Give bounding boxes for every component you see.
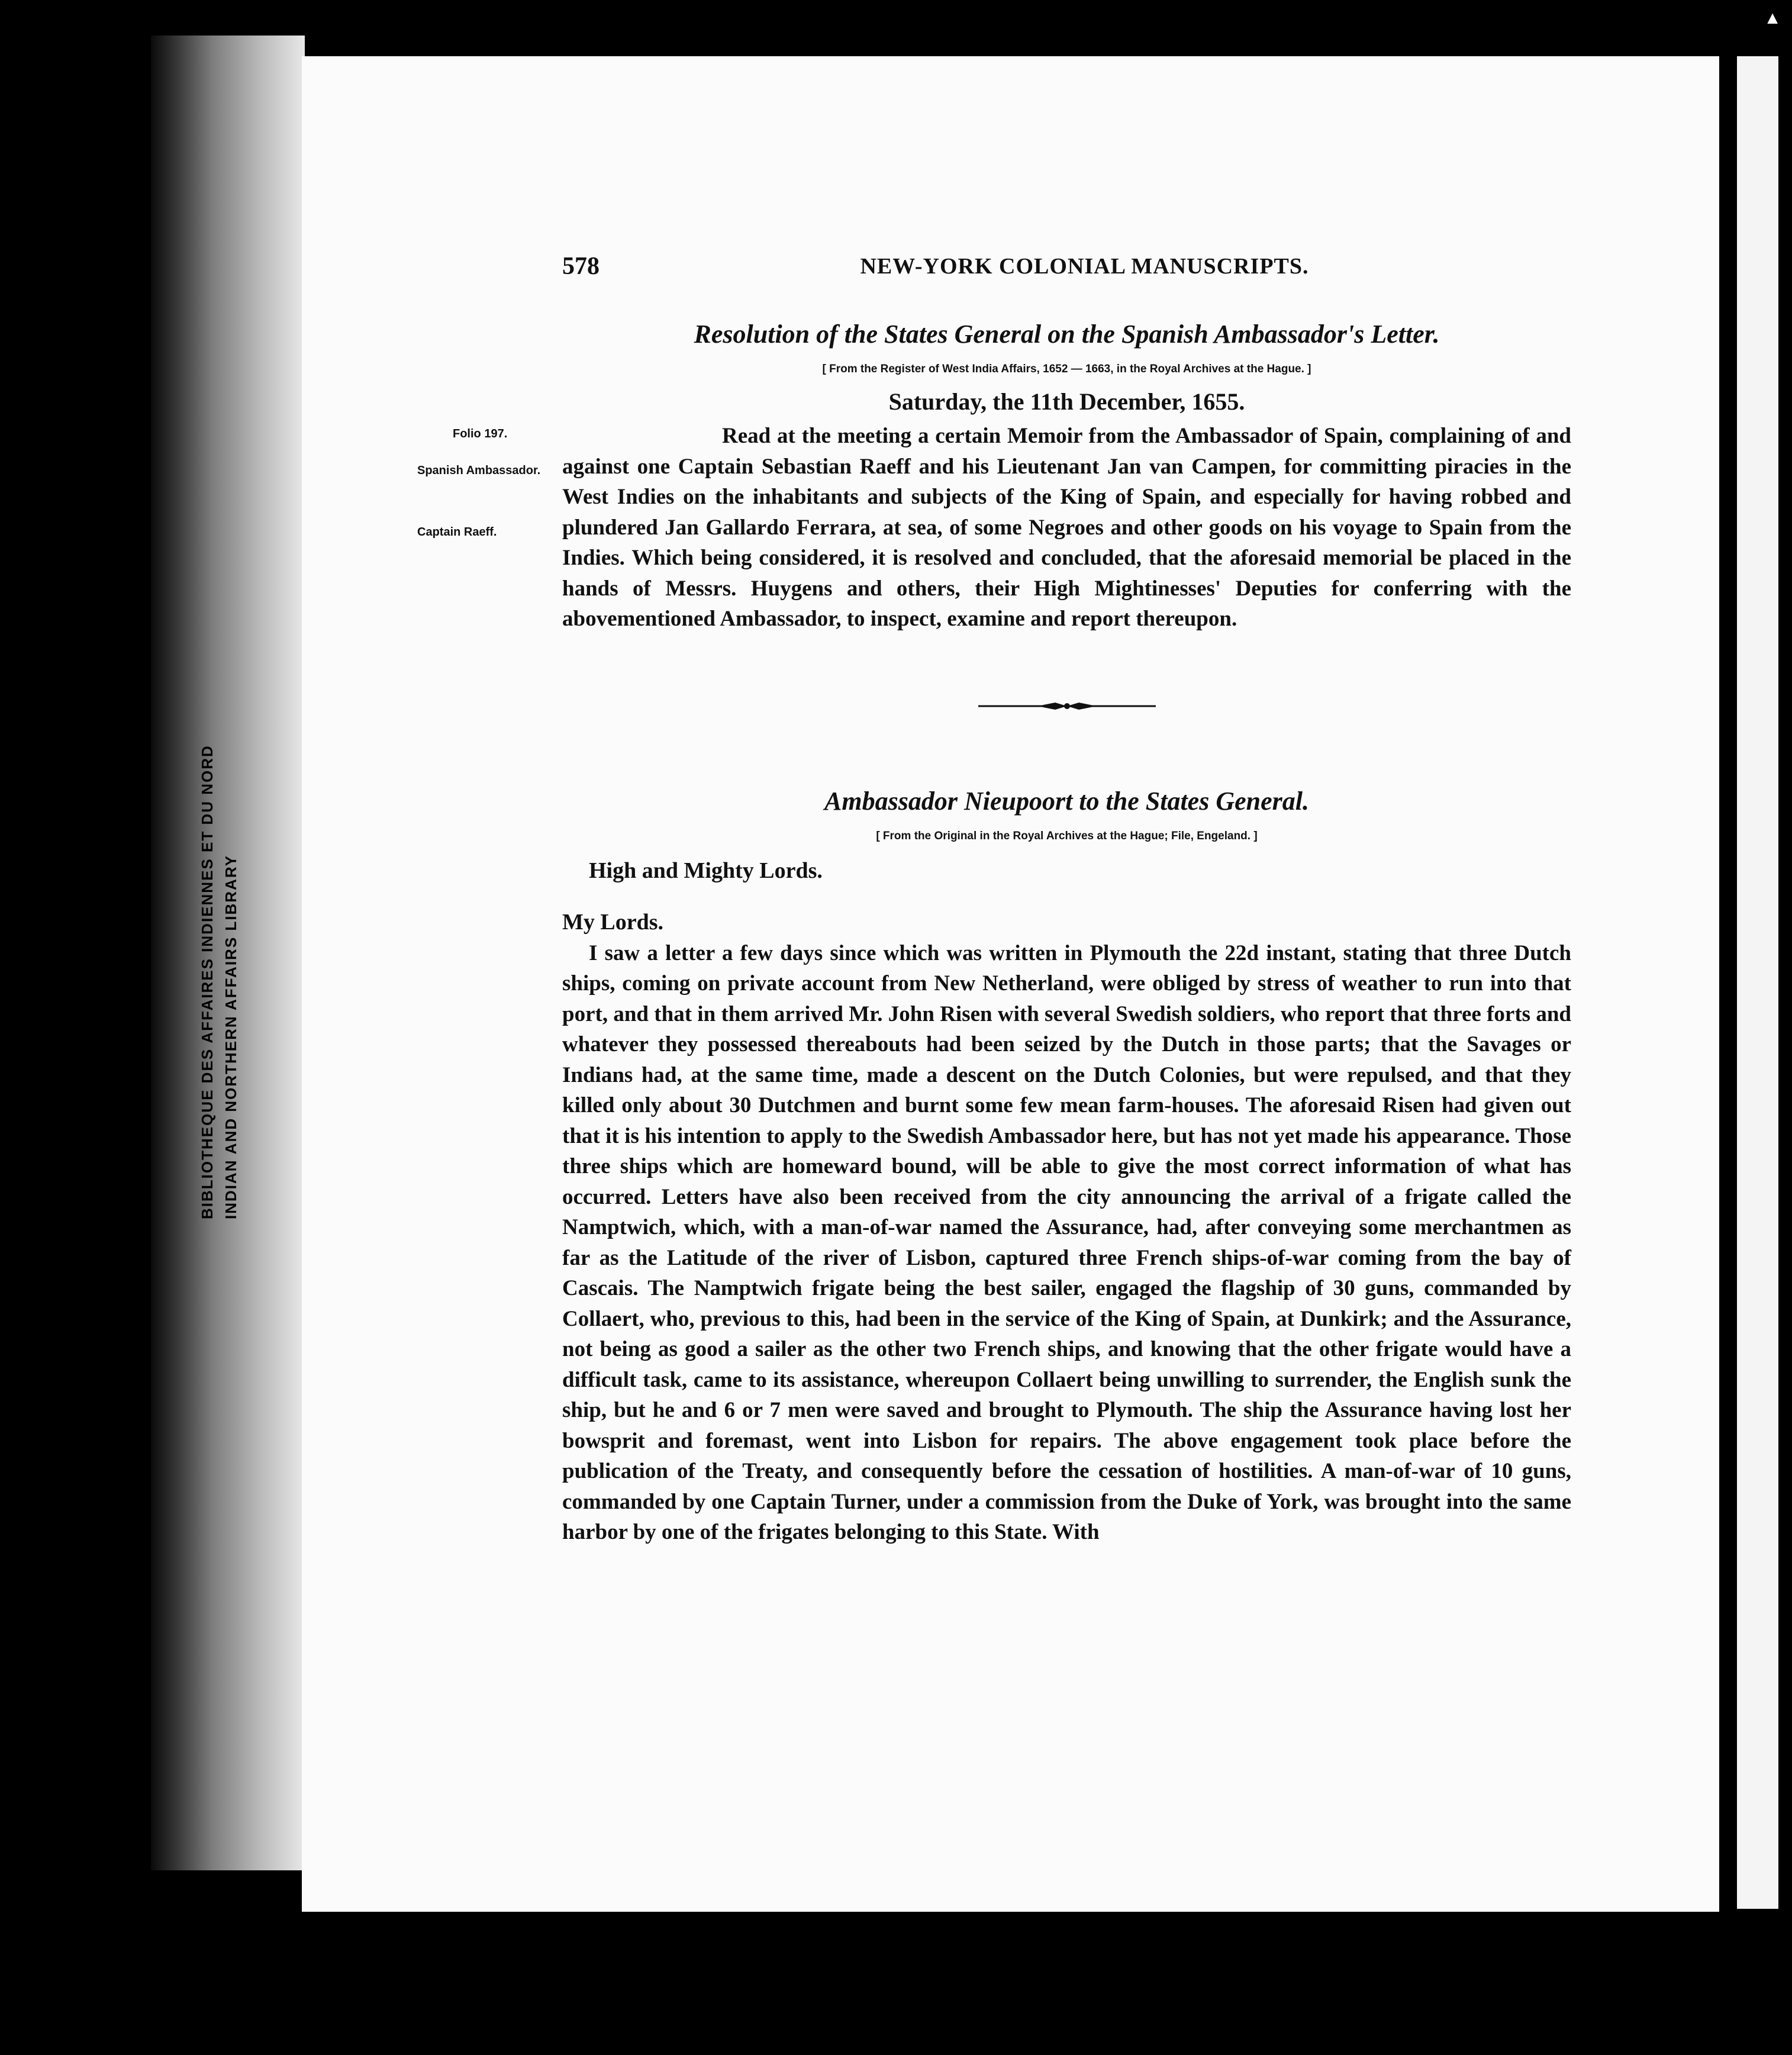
next-page-edge [1737,56,1778,1909]
library-stamp: BIBLIOTHEQUE DES AFFAIRES INDIENNES ET DU NORD INDIAN AND NORTHERN AFFAIRS LIBRARY [198,745,240,1219]
scan-corner-mark: ▲ [1764,8,1781,28]
running-title: NEW-YORK COLONIAL MANUSCRIPTS. [860,254,1309,279]
salutation-high: High and Mighty Lords. [589,858,823,883]
margin-note-ambassador: Spanish Ambassador. [417,464,541,477]
page-header [562,252,1571,287]
source-note: [ From the Register of West India Affairs, 1652 — 1663, in the Royal Archives at the Hague. ] [822,363,1311,375]
resolution-text: Read at the meeting a certain Memoir from the Ambassador of Spain, complaining of and against one Captain Sebastian Raeff and his Lieutenant Jan van Campen, for committing piracies in the West Indies on the inhabitants and subjects of the King of Spain, and especially for having robbed and plundered Jan Gallardo Ferrara, at sea, of some Negroes and other goods on his voyage to Spain from the Indies. Which being considered, it is resolved and concluded, that the aforesaid memorial be placed in the hands of Messrs. Huygens and others, their High Mightinesses' Deputies for conferring with the abovementioned Ambassador, to inspect, examine and report thereupon. [562,424,1571,631]
divider-ornament [978,700,1156,713]
letter-source-note: [ From the Original in the Royal Archives at the Hague; File, Engeland. ] [876,829,1258,842]
page-content [417,252,1571,1548]
letter-title: Ambassador Nieupoort to the States General. [824,786,1309,816]
letter-text: I saw a letter a few days since which was written in Plymouth the 22d instant, stating that three Dutch ships, coming on private account from New Netherland, were obliged by stress of weather to run into that port, and that in them arrived Mr. John Risen with several Swedish soldiers, who report that three forts and whatever they possessed thereabouts had been seized by the Dutch in those parts; that the Savages or Indians had, at the same time, made a descent on the Dutch Colonies, but were repulsed, and that they killed only about 30 Dutchmen and burnt some few mean farm-houses. The aforesaid Risen had given out that it is his intention to apply to the Swedish Ambassador here, but has not yet made his appearance. Those three ships which are homeward bound, will be able to give the most correct information of what has occurred. Letters have also been received from the city announcing the arrival of a frigate called the Namptwich, which, with a man-of-war named the Assurance, had, after conveying some merchantmen as far as the Latitude of the river of Lisbon, captured three French ships-of-war coming from the bay of Cascais. The Namptwich frigate being the best sailer, engaged the flagship of 30 guns, commanded by Collaert, who, previous to this, had been in the service of the King of Spain, at Dunkirk; and the Assurance, not being as good a sailer as the other two French ships, and knowing that the other frigate would have a difficult task, came to its assistance, whereupon Collaert being unwilling to surrender, the English sunk the ship, but he and 6 or 7 men were saved and brought to Plymouth. The ship the Assurance having lost her bowsprit and foremast, went into Lisbon for repairs. The above engagement took place before the publication of the Treaty, and consequently before the cessation of hostilities. A man-of-war of 10 guns, commanded by one Captain Turner, under a commission from the Duke of York, was brought into the same harbor by one of the frigates belonging to this State. With [562,940,1571,1544]
page-number: 578 [562,253,600,280]
section-title: Resolution of the States General on the Spanish Ambassador's Letter. [694,320,1440,349]
margin-note-folio: Folio 197. [453,427,508,440]
margin-note-raeff: Captain Raeff. [417,526,497,539]
salutation-lords: My Lords. [562,910,663,935]
resolution-block [417,421,1571,634]
dateline: Saturday, the 11th December, 1655. [888,388,1245,415]
